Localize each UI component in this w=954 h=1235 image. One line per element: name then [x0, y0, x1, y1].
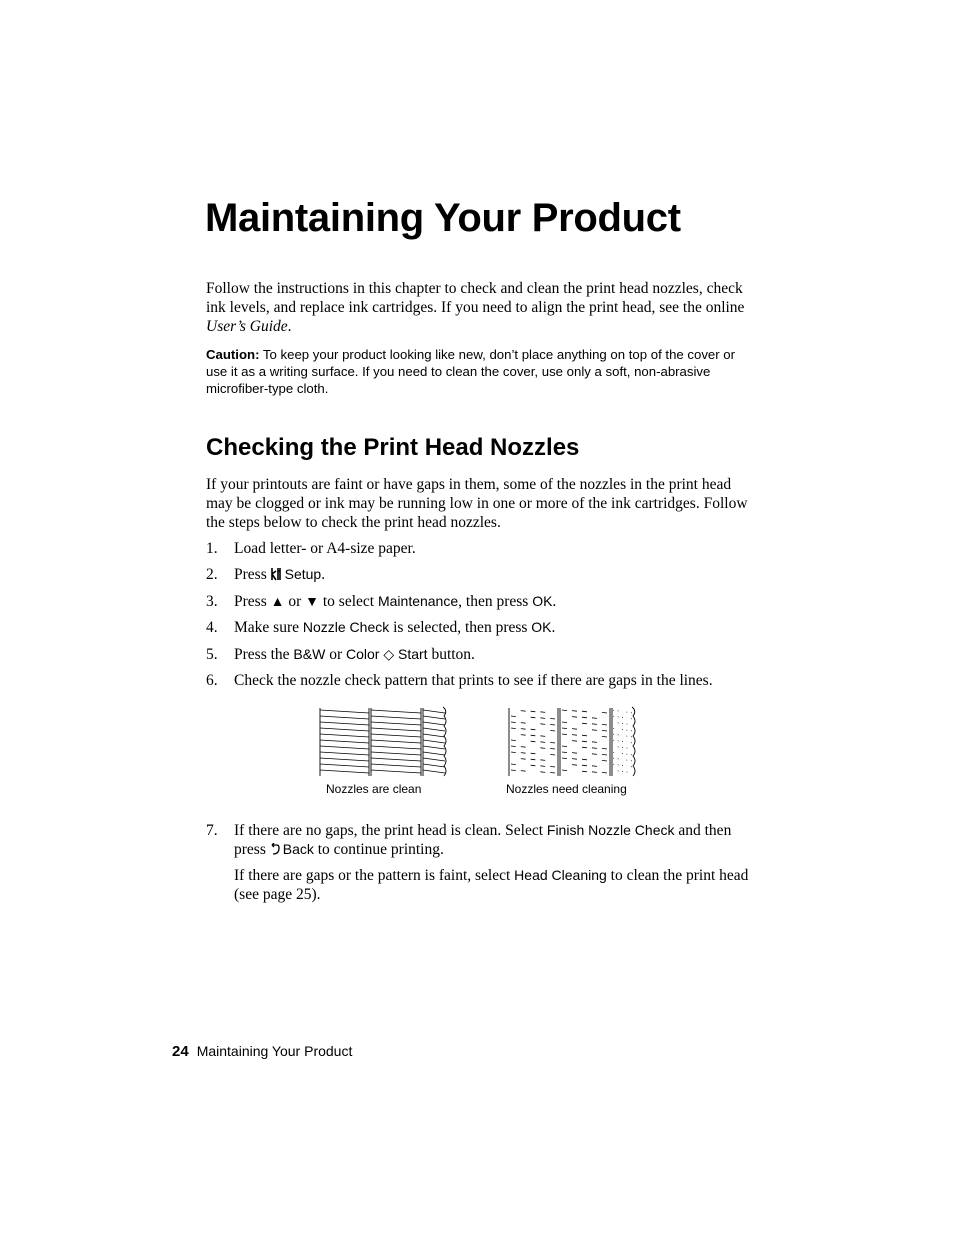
section-intro-paragraph: If your printouts are faint or have gaps in them, some of the nozzles in the print head may be clogged or ink may be running low in one or more of the ink cartridges. Follow the steps below to check the print head nozzles.: [206, 476, 748, 531]
caution-note: [206, 346, 754, 397]
setup-icon: [271, 567, 282, 581]
ok-label: OK: [532, 593, 553, 609]
down-arrow-icon: ▼: [305, 593, 319, 609]
nozzle-check-label: Nozzle Check: [302, 619, 390, 635]
head-cleaning-label: Head Cleaning: [514, 867, 607, 883]
back-label: Back: [282, 841, 314, 857]
bw-label: B&W: [293, 646, 326, 662]
maintenance-label: Maintenance: [377, 593, 459, 609]
caption-nozzles-clean: Nozzles are clean: [326, 782, 422, 796]
nozzle-pattern-dirty: [508, 706, 640, 780]
back-icon: [270, 843, 280, 855]
step-7: 7. If there are no gaps, the print head is clean. Select Finish Nozzle Check and then press Back to continue printing.: [206, 822, 732, 858]
intro-paragraph: Follow the instructions in this chapter to check and clean the print head nozzles, check ink levels, and replace ink cartridges. If you need to align the print head, see the online User’s Guide.: [206, 280, 745, 335]
chapter-title: Maintaining Your Product: [205, 196, 681, 240]
nozzle-pattern-clean: [319, 706, 449, 780]
finish-nozzle-check-label: Finish Nozzle Check: [546, 822, 675, 838]
start-icon: ◇: [383, 646, 395, 662]
caution-text: To keep your product looking like new, don’t place anything on top of the cover or use it as a writing surface. If you need to clean the cover, use only a soft, non-abrasive microfiber-type cloth.: [206, 347, 736, 396]
users-guide-reference: User’s Guide: [206, 318, 288, 335]
page-number: 24: [172, 1043, 189, 1060]
setup-label: Setup: [284, 566, 322, 582]
ok-label: OK: [531, 619, 552, 635]
caution-label: Caution:: [206, 347, 260, 362]
start-label: Start: [397, 646, 428, 662]
step-7-followup: If there are gaps or the pattern is faint, select Head Cleaning to clean the print head (see page 25).: [234, 867, 749, 903]
page-footer: [172, 1043, 352, 1060]
footer-title: Maintaining Your Product: [196, 1043, 353, 1059]
color-label: Color: [345, 646, 380, 662]
section-heading: Checking the Print Head Nozzles: [206, 434, 580, 461]
up-arrow-icon: ▲: [270, 593, 285, 609]
caption-nozzles-need-cleaning: Nozzles need cleaning: [506, 782, 627, 796]
